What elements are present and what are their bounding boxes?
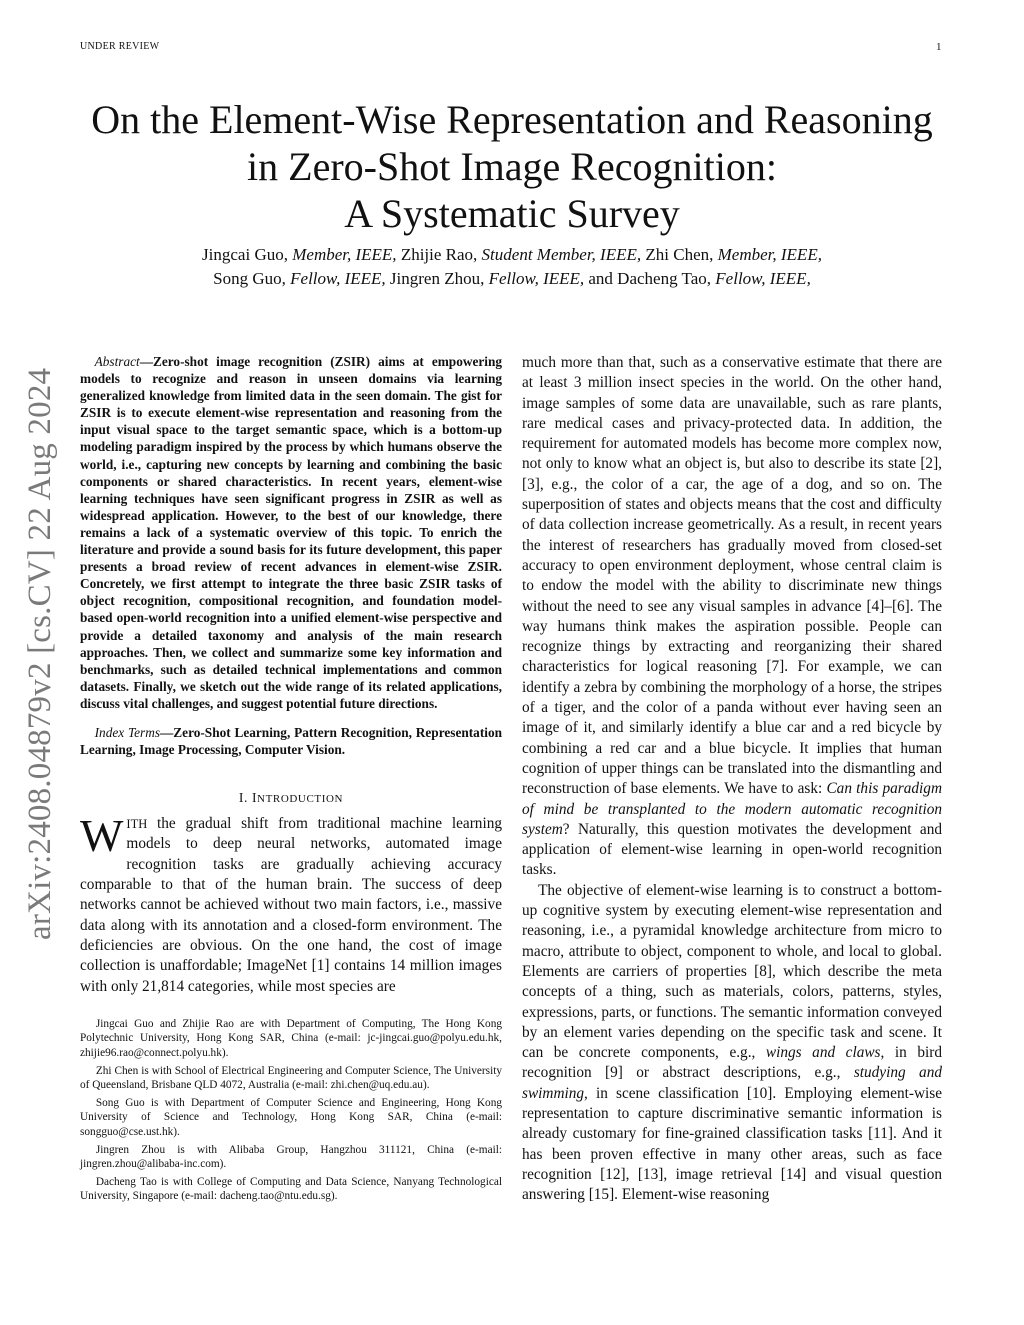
footnote: Jingren Zhou is with Alibaba Group, Hangzhou 311121, China (e-mail: jingren.zhou@alibaba-inc.com). <box>80 1143 502 1171</box>
paragraph-text: ? Naturally, this question motivates the development and application of element-wise learning in open-world recognition tasks. <box>522 820 942 879</box>
paragraph-text: much more than that, such as a conservative estimate that there are at least 3 million insect species in the world. On the other hand, image samples of some data are unavailable, such as rare plants, rare medical cases and privacy-protected data. In addition, the requirement for automated models has become more complex now, not only to know what an object is, but also to describe its state [2], [3], e.g., the color of a car, the age of a dog, and so on. The superposition of states and objects means that the cost and difficulty of data collection increase geometrically. As a result, in recent years the interest of researchers has gradually moved from closed-set accuracy to open environment deployment, whose central claim is to endow the model with the ability to discriminate new things without the need to see any visual samples in advance [4]–[6]. The way humans think makes the aspiration possible. People can recognize things by extracting and reorganizing their shared characteristics for logical reasoning [7]. For example, we can identify a zebra by combining the morphology of a horse, the stripes of a tiger, and the color of a panda without ever having seen an image of it, and similarly identify a blue car and a red bicycle by combining a red car and a blue bicycle. It implies that human cognition of upper things can be translated into the dismantling and reconstruction of base elements. We have to ask: <box>522 354 942 798</box>
author-role: Fellow, IEEE, <box>488 269 589 288</box>
index-terms <box>80 724 502 758</box>
author-line-1 <box>60 243 964 267</box>
abstract-text: —Zero-shot image recognition (ZSIR) aims at empowering models to recognize and reason in unseen domains via learning generalized knowledge from limited data in the seen domain. The gist for ZSIR is to execute element-wise representation and reasoning from the input visual space to the target semantic space, which is a bottom-up modeling paradigm inspired by the process by which humans observe the world, i.e., capturing new concepts by learning and combining the basic components or shared characteristics. In recent years, element-wise learning techniques have seen significant progress in ZSIR as well as widespread application. However, to the best of our knowledge, there remains a lack of a systematic overview of this topic. To enrich the literature and provide a sound basis for its future development, this paper presents a broad review of recent advances in element-wise ZSIR. Concretely, we first attempt to integrate the three basic ZSIR tasks of object recognition, compositional recognition, and foundation model-based open-world recognition into a unified element-wise perspective and provide a detailed taxonomy and analysis of the main research approaches. Then, we collect and summarize some key information and benchmarks, such as detailed technical implementations and common datasets. Finally, we sketch out the wide range of its related applications, discuss vital challenges, and suggest potential future directions. <box>80 354 502 711</box>
author-name: Jingren Zhou, <box>389 269 489 288</box>
abstract-label: Abstract <box>94 354 140 369</box>
author-name: Song Guo, <box>213 269 291 288</box>
emphasis-text: wings and claws <box>765 1044 881 1062</box>
intro-text: the gradual shift from traditional machine learning models to deep neural networks, automated image recognition tasks are gradually achieving accuracy comparable to that of the human brain. The success of deep networks cannot be achieved without two main factors, i.e., massive data along with its annotation and a closed-form environment. The deficiencies are obvious. On the one hand, the cost of image collection is unaffordable; ImageNet [1] contains 14 million images with only 21,814 categories, while most species are <box>80 815 502 995</box>
author-list <box>60 243 964 291</box>
title-line-2: in Zero-Shot Image Recognition: <box>247 144 777 189</box>
paragraph-text: , in bird recognition [9] or abstract descriptions, e.g., <box>522 1044 942 1082</box>
author-line-2 <box>60 267 964 291</box>
author-role: Member, IEEE, <box>292 245 401 264</box>
body-paragraph <box>522 353 942 881</box>
author-role: Fellow, IEEE, <box>715 269 811 288</box>
author-role: Member, IEEE, <box>717 245 822 264</box>
footnote: Dacheng Tao is with College of Computing and Data Science, Nanyang Technological University, Singapore (e-mail: dacheng.tao@ntu.edu.sg). <box>80 1175 502 1203</box>
emphasis-text: Can this paradigm of mind be transplanted to the modern automatic recognition system <box>522 780 942 838</box>
footnote: Song Guo is with Department of Computer Science and Engineering, Hong Kong University of Science and Technology, Hong Kong SAR, China (e-mail: songguo@cse.ust.hk). <box>80 1096 502 1138</box>
author-name: Zhi Chen, <box>645 245 718 264</box>
page-number: 1 <box>936 41 942 53</box>
index-terms-text: —Zero-Shot Learning, Pattern Recognition, Representation Learning, Image Processing, Computer Vision. <box>80 724 502 758</box>
intro-smallcaps: ITH <box>126 817 148 832</box>
paragraph-text: , in scene classification [10]. Employing element-wise representation to capture discriminative semantic information is already customary for fine-grained classification tasks [11]. And it has been proven effective in many other areas, such as face recognition [12], [13], image retrieval [14] and visual question answering [15]. Element-wise reasoning <box>522 1084 942 1204</box>
footnote: Zhi Chen is with School of Electrical Engineering and Computer Science, The University of Queensland, Brisbane QLD 4072, Australia (e-mail: zhi.chen@uq.edu.au). <box>80 1064 502 1092</box>
title-line-1: On the Element-Wise Representation and Reasoning <box>91 97 933 142</box>
author-role: Fellow, IEEE, <box>290 269 390 288</box>
author-name: Jingcai Guo, <box>202 245 293 264</box>
footnote: Jingcai Guo and Zhijie Rao are with Department of Computing, The Hong Kong Polytechnic University, Hong Kong SAR, China (e-mail: jc-jingcai.guo@polyu.edu.hk, zhijie96.rao@connect.polyu.hk). <box>80 1017 502 1060</box>
section-title-initial: I <box>251 790 258 806</box>
arxiv-identifier: arXiv:2408.04879v2 [cs.CV] 22 Aug 2024 <box>22 367 58 940</box>
footnotes <box>80 1017 502 1204</box>
author-name: Zhijie Rao, <box>400 245 482 264</box>
author-name: and Dacheng Tao, <box>588 269 716 288</box>
drop-cap: W <box>80 810 124 862</box>
body-paragraph <box>522 881 942 1206</box>
left-column <box>80 353 502 1207</box>
paragraph-text: The objective of element-wise learning is to construct a bottom-up cognitive system by executing element-wise representation and reasoning, i.e., a pyramidal knowledge architecture from micro to macro, attribute to object, component to whole, and local to global. Elements are carriers of properties [8], which describe the meta concepts of a thing, such as materials, colors, patterns, styles, expressions, parts, or functions. The semantic information conveyed by an element varies depending on the specific task and scene. It can be concrete components, e.g., <box>522 881 942 1062</box>
intro-paragraph <box>80 810 502 997</box>
index-terms-label: Index Terms <box>94 724 160 740</box>
section-heading <box>80 790 502 806</box>
right-column <box>522 353 942 1205</box>
author-role: Student Member, IEEE, <box>481 245 646 264</box>
emphasis-text: studying and swimming <box>522 1064 942 1102</box>
paper-title <box>60 96 964 237</box>
running-header: UNDER REVIEW <box>80 41 160 52</box>
section-numeral: I. <box>238 790 252 806</box>
section-title-rest: NTRODUCTION <box>257 793 344 806</box>
title-line-3: A Systematic Survey <box>344 191 680 236</box>
abstract <box>80 353 502 712</box>
